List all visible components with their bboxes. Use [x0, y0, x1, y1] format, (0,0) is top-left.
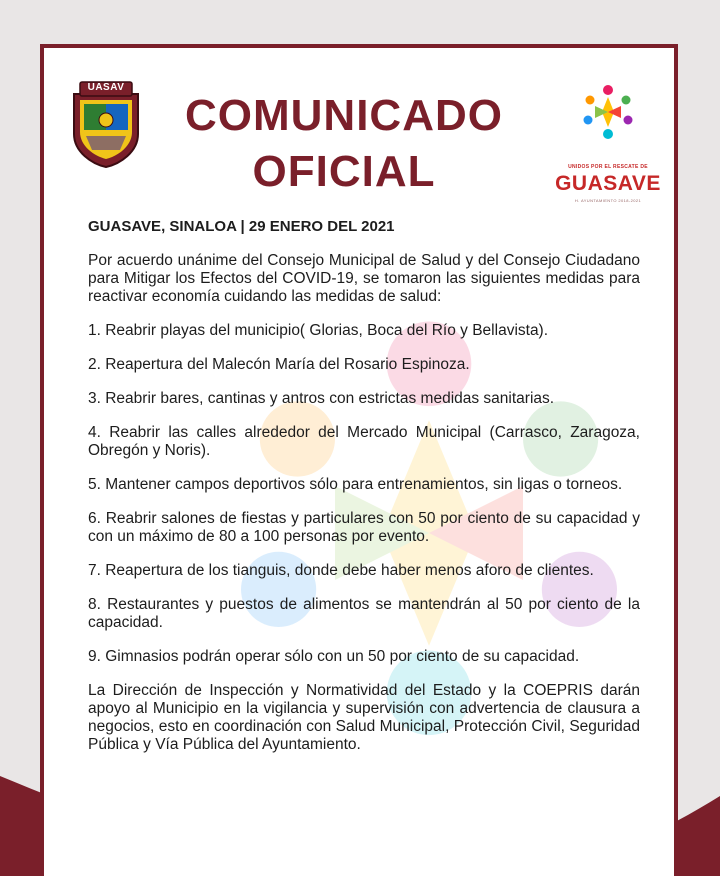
logo-tagline: UNIDOS POR EL RESCATE DE [568, 164, 648, 170]
logo-brand: GUASAVE [555, 172, 661, 195]
measure-item: 8. Restaurantes y puestos de alimentos se mantendrán al 50 por ciento de la capacidad. [88, 596, 640, 631]
page-title [164, 88, 524, 200]
measure-item: 6. Reabrir salones de fiestas y particulares con 50 por ciento de su capacidad y con un máximo de 80 a 100 personas por evento. [88, 510, 640, 545]
measure-item: 7. Reapertura de los tianguis, donde debe haber menos aforo de clientes. [88, 562, 594, 579]
intro-paragraph: Por acuerdo unánime del Consejo Municipal de Salud y del Consejo Ciudadano para Mitigar los Efectos del COVID-19, se tomaron las siguientes medidas para reactivar economía cuidando las medidas de salud: [88, 252, 640, 305]
measure-item: 4. Reabrir las calles alrededor del Mercado Municipal (Carrasco, Zaragoza, Obregón y Noris). [88, 424, 640, 459]
measure-item: 5. Mantener campos deportivos sólo para entrenamientos, sin ligas o torneos. [88, 476, 623, 493]
header [44, 48, 674, 218]
communique-body [88, 218, 640, 770]
guasave-emblem-icon [578, 82, 638, 142]
guasave-logo [552, 82, 664, 202]
title-line-2: OFICIAL [252, 147, 436, 196]
municipal-seal-icon [70, 80, 142, 168]
measure-item: 9. Gimnasios podrán operar sólo con un 50 por ciento de su capacidad. [88, 648, 580, 665]
measure-item: 2. Reapertura del Malecón María del Rosario Espinoza. [88, 356, 470, 373]
logo-subtitle: H. AYUNTAMIENTO 2018-2021 [574, 198, 642, 203]
measure-item: 3. Reabrir bares, cantinas y antros con estrictas medidas sanitarias. [88, 390, 555, 407]
seal-label: UASAV [87, 82, 125, 93]
title-line-1: COMUNICADO [185, 91, 503, 140]
dateline: GUASAVE, SINALOA | 29 ENERO DEL 2021 [88, 218, 395, 235]
closing-paragraph: La Dirección de Inspección y Normatividad del Estado y la COEPRIS darán apoyo al Municipio en la vigilancia y supervisión con advertencia de clausura a negocios, esto en coordinación con Salud Municipal, Protección Civil, Seguridad Pública y Vía Pública del Ayuntamiento. [88, 682, 640, 753]
communique-card [40, 44, 678, 876]
measure-item: 1. Reabrir playas del municipio( Glorias, Boca del Río y Bellavista). [88, 322, 549, 339]
